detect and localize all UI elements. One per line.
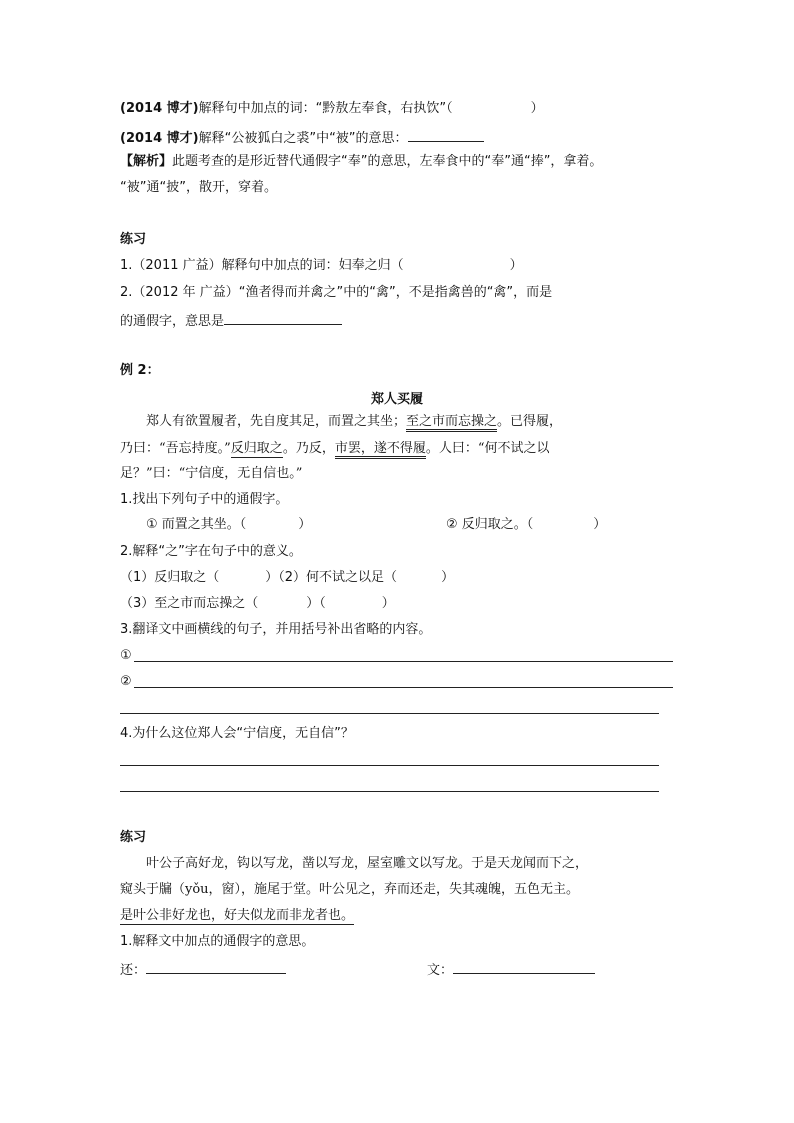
sub-question: ② 反归取之。（ <box>446 517 534 532</box>
question-text: 解释句中加点的词：“黔敖左奉食，右执饮”（ <box>198 101 453 116</box>
underlined-sentence: 至之市而忘操之 <box>406 414 497 432</box>
passage-text: 。已得履， <box>497 414 563 429</box>
analysis-text: “被”通“披”，散开，穿着。 <box>120 180 277 195</box>
source-tag: (2014 博才) <box>120 101 199 116</box>
section-heading: 练习 <box>120 830 147 845</box>
passage-line: 足？”曰：“宁信度，无自信也。” <box>120 466 303 481</box>
paren-close: ） <box>530 101 544 116</box>
question-line <box>120 284 552 302</box>
question-line: 2.解释“之”字在句子中的意义。 <box>120 544 302 559</box>
source-tag: (2014 博才) <box>120 131 199 146</box>
passage-text: 。乃反， <box>282 441 335 456</box>
question-line: 4.为什么这位郑人会“宁信度，无自信”？ <box>120 726 354 741</box>
sub-question: ）（2）何不试之以足（ <box>265 570 398 585</box>
passage-title: 郑人买履 <box>370 392 423 407</box>
analysis-line <box>120 153 602 171</box>
answer-label: ② <box>120 674 132 689</box>
answer-row <box>120 959 286 980</box>
sub-question: ）（ <box>306 596 326 611</box>
question-line: 3.翻译文中画横线的句子，并用括号补出省略的内容。 <box>120 622 432 637</box>
question-line <box>146 516 311 534</box>
underlined-sentence: 反归取之 <box>230 441 283 456</box>
underlined-sentence: 市罢，遂不得履 <box>335 441 426 459</box>
question-line <box>120 595 395 613</box>
question-line: 1.找出下列句子中的通假字。 <box>120 492 289 507</box>
passage-line: 窥头于牖（yǒu，窗），施尾于堂。叶公见之，弃而还走，失其魂魄，五色无主。 <box>120 882 580 897</box>
underlined-sentence: 是叶公非好龙也，好夫似龙而非龙者也。 <box>120 908 355 923</box>
question-text: 解释“公被狐白之裘”中“被”的意思： <box>198 131 408 146</box>
question-line: 1.解释文中加点的通假字的意思。 <box>120 934 315 949</box>
passage-text: 乃曰：“吾忘持度。” <box>120 441 231 456</box>
passage-text: 。人曰：“何不试之以 <box>425 441 550 456</box>
paren-close: ） <box>381 596 395 611</box>
analysis-text: 此题考查的是形近替代通假字“奉”的意思，左奉食中的“奉”通“捧”，拿着。 <box>172 154 603 169</box>
question-line <box>446 516 606 534</box>
question-line <box>120 569 454 587</box>
sub-question: （3）至之市而忘操之（ <box>120 596 259 611</box>
question-text: 1.（2011 广益）解释句中加点的词：妇奉之归（ <box>120 258 404 273</box>
paren-close: ） <box>509 258 523 273</box>
passage-text: 郑人有欲置履者，先自度其足，而置之其坐； <box>146 414 407 429</box>
answer-blank[interactable] <box>453 959 595 974</box>
question-line <box>120 310 342 331</box>
question-line <box>120 127 484 148</box>
sub-question: ① 而置之其坐。（ <box>146 517 247 532</box>
section-heading: 练习 <box>120 232 147 247</box>
paren-close: ） <box>298 517 312 532</box>
paren-close: ） <box>441 570 455 585</box>
passage-line <box>120 907 354 925</box>
question-line <box>120 257 523 275</box>
answer-row <box>427 959 595 980</box>
answer-line[interactable] <box>120 765 659 766</box>
example-heading: 例 2： <box>120 363 160 378</box>
answer-line[interactable] <box>120 791 659 792</box>
answer-label: 还： <box>120 963 147 978</box>
answer-blank[interactable] <box>408 127 484 142</box>
analysis-line <box>120 179 277 197</box>
answer-label: 文： <box>427 963 454 978</box>
paren-close: ） <box>593 517 607 532</box>
answer-label: ① <box>120 648 132 663</box>
question-text: 的通假字，意思是 <box>120 314 225 329</box>
passage-line <box>146 413 562 431</box>
analysis-label: 【解析】 <box>120 154 173 169</box>
answer-line[interactable] <box>134 687 673 688</box>
question-line <box>120 100 544 118</box>
answer-blank[interactable] <box>224 310 342 325</box>
question-text: 2.（2012 年 广益）“渔者得而并禽之”中的“禽”，不是指禽兽的“禽”，而是 <box>120 285 553 300</box>
passage-line: 叶公子高好龙，钩以写龙，凿以写龙，屋室雕文以写龙。于是天龙闻而下之， <box>146 856 589 871</box>
passage-line <box>120 440 550 458</box>
answer-line[interactable] <box>120 713 659 714</box>
answer-blank[interactable] <box>146 959 286 974</box>
answer-line[interactable] <box>134 661 673 662</box>
sub-question: （1）反归取之（ <box>120 570 220 585</box>
